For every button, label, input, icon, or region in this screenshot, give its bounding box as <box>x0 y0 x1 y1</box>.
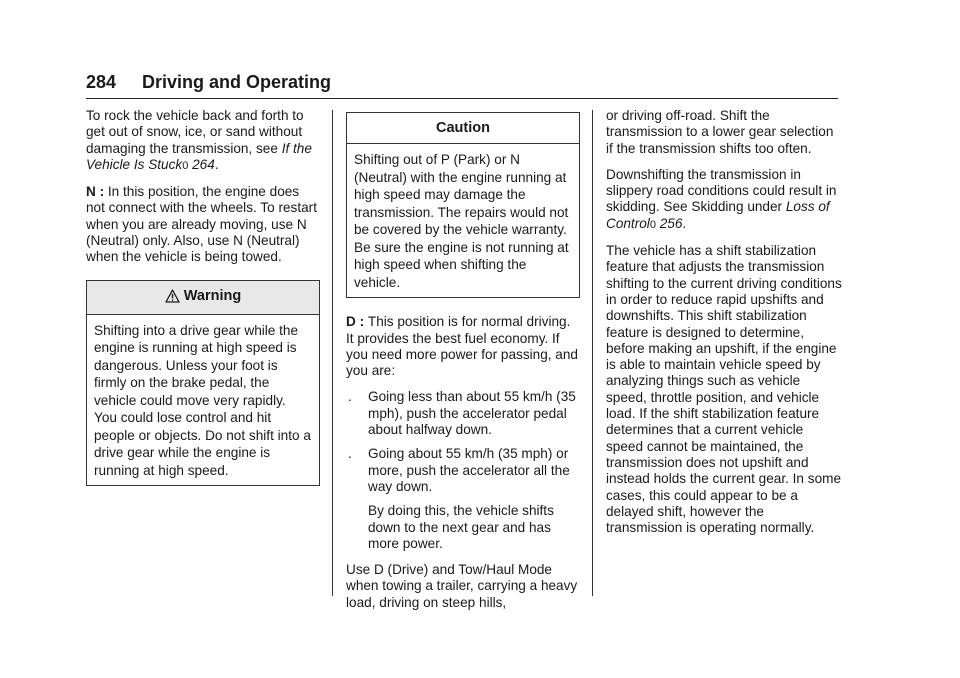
bullet-symbol: . <box>348 446 352 462</box>
column-3 <box>606 108 842 546</box>
column-2 <box>346 108 580 621</box>
warning-body: Shifting into a drive gear while the engine is running at high speed is dangerous. Unless your foot is firmly on the brake pedal, the vehicle could move very rapidly. You could lose control and hit people or objects. Do not shift into a drive gear while the engine is running at high speed. <box>94 322 311 478</box>
term-n: N : <box>86 184 108 200</box>
warning-title: Warning <box>183 287 242 304</box>
paragraph-tow-haul: Use D (Drive) and Tow/Haul Mode when towing a trailer, carrying a heavy load, driving on steep hills, <box>346 562 578 610</box>
column-divider-2 <box>592 110 593 596</box>
page-ref-symbol: 0 <box>649 218 656 231</box>
caution-box <box>346 112 580 298</box>
column-1 <box>86 108 320 498</box>
page-ref-symbol: 0 <box>182 159 189 172</box>
warning-triangle-icon <box>165 289 180 307</box>
term-d: D : <box>346 314 368 330</box>
paragraph-shift-stabilization: The vehicle has a shift stabilization feature that adjusts the transmission shifting to the current driving conditions in order to reduce rapid upshifts and downshifts. This shift stabilization feature is designed to determine, before making an upshift, if the engine is able to maintain vehicle speed by analyzing things such as vehicle speed, throttle position, and vehicle load. If the shift stabilization feature determines that a current vehicle speed cannot be maintained, the transmission does not upshift and instead holds the current gear. In some cases, this could appear to be a delayed shift, however the transmission is operating normally. <box>606 243 842 536</box>
paragraph-rocking: To rock the vehicle back and forth to get out of snow, ice, or sand without damaging the transmission, see If the Vehicle Is Stuck0 264. <box>86 108 312 172</box>
warning-box <box>86 280 320 487</box>
page-number: 284 <box>86 72 117 92</box>
xref-vehicle-stuck[interactable]: If the Vehicle Is Stuck <box>86 140 312 172</box>
section-title: Driving and Operating <box>142 72 332 92</box>
xref-loss-of-control[interactable]: Loss of Control <box>606 199 830 231</box>
warning-header <box>87 281 319 315</box>
xref-page-256[interactable]: 256 <box>655 215 683 231</box>
column-divider-1 <box>332 110 333 596</box>
header-rule <box>86 98 838 99</box>
paragraph-neutral: N : In this position, the engine does not connect with the wheels. To restart when you are already moving, use N (Neutral) only. Also, use N (Neutral) when the vehicle is being towed. <box>86 184 317 265</box>
caution-header: Caution <box>347 113 579 144</box>
list-item: . Going less than about 55 km/h (35 mph), push the accelerator pedal about halfway down. <box>348 389 576 438</box>
bullet-symbol: . <box>348 389 352 405</box>
paragraph-drive: D : This position is for normal driving. It provides the best fuel economy. If you need more power for passing, and you are: <box>346 314 578 379</box>
paragraph-offroad: or driving off-road. Shift the transmission to a lower gear selection if the transmission shifts too often. <box>606 108 834 156</box>
paragraph-downshifting: Downshifting the transmission in slippery road conditions could result in skidding. See Skidding under Loss of Control0 256. <box>606 166 837 231</box>
bullet-note: By doing this, the vehicle shifts down to the next gear and has more power. <box>368 503 554 551</box>
list-item: . Going about 55 km/h (35 mph) or more, push the accelerator all the way down. <box>348 446 570 494</box>
xref-page-264[interactable]: 264 <box>188 156 215 172</box>
caution-body: Shifting out of P (Park) or N (Neutral) with the engine running at high speed may damage the transmission. The repairs would not be covered by the vehicle warranty. Be sure the engine is not running at high speed when shifting the vehicle. <box>354 152 569 290</box>
